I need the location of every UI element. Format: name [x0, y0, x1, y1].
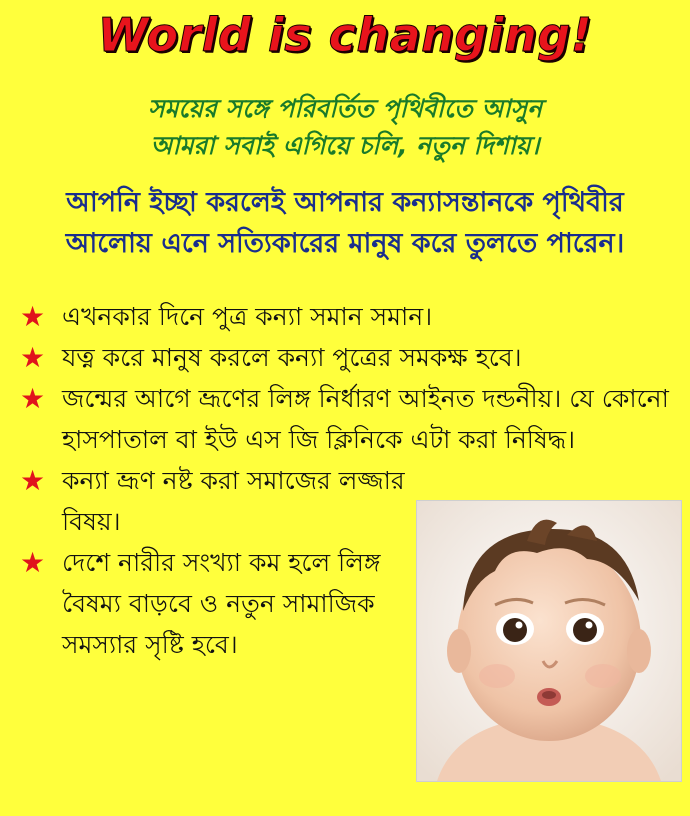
star-icon: ★: [20, 300, 46, 333]
bullet-text: দেশে নারীর সংখ্যা কম হলে লিঙ্গ বৈষম্য বাড়বে ও নতুন সামাজিক সমস্যার সৃষ্টি হবে।: [62, 548, 381, 659]
list-item: [20, 378, 680, 460]
green-subtitle-line: সময়ের সঙ্গে পরিবর্তিত পৃথিবীতে আসুন: [147, 94, 543, 123]
blue-subtitle-line: আলোয় এনে সত্যিকারের মানুষ করে তুলতে পারেন।: [65, 228, 625, 259]
bullet-text: এখনকার দিনে পুত্র কন্যা সমান সমান।: [62, 302, 433, 331]
green-subtitle-line: আমরা সবাই এগিয়ে চলি, নতুন দিশায়।: [150, 131, 540, 160]
headline: World is changing!: [97, 8, 593, 62]
green-subtitle: [0, 90, 690, 164]
bullet-text: কন্যা ভ্রূণ নষ্ট করা সমাজের লজ্জার বিষয়।: [62, 466, 405, 536]
baby-illustration: [417, 501, 681, 781]
baby-photo: [416, 500, 682, 782]
star-icon: ★: [20, 341, 46, 374]
star-icon: ★: [20, 382, 46, 415]
star-icon: ★: [20, 464, 46, 497]
bullet-text: জন্মের আগে ভ্রূণের লিঙ্গ নির্ধারণ আইনত দন্ডনীয়। যে কোনো হাসপাতাল বা ইউ এস জি ক্লিনিকে এটা করা নিষিদ্ধ।: [62, 384, 669, 454]
blue-subtitle: [0, 182, 690, 264]
list-item: [20, 296, 680, 337]
list-item: [20, 337, 680, 378]
bullet-text: যত্ন করে মানুষ করলে কন্যা পুত্রের সমকক্ষ হবে।: [62, 343, 522, 372]
blue-subtitle-line: আপনি ইচ্ছা করলেই আপনার কন্যাসন্তানকে পৃথিবীর: [66, 187, 624, 218]
star-icon: ★: [20, 546, 46, 579]
